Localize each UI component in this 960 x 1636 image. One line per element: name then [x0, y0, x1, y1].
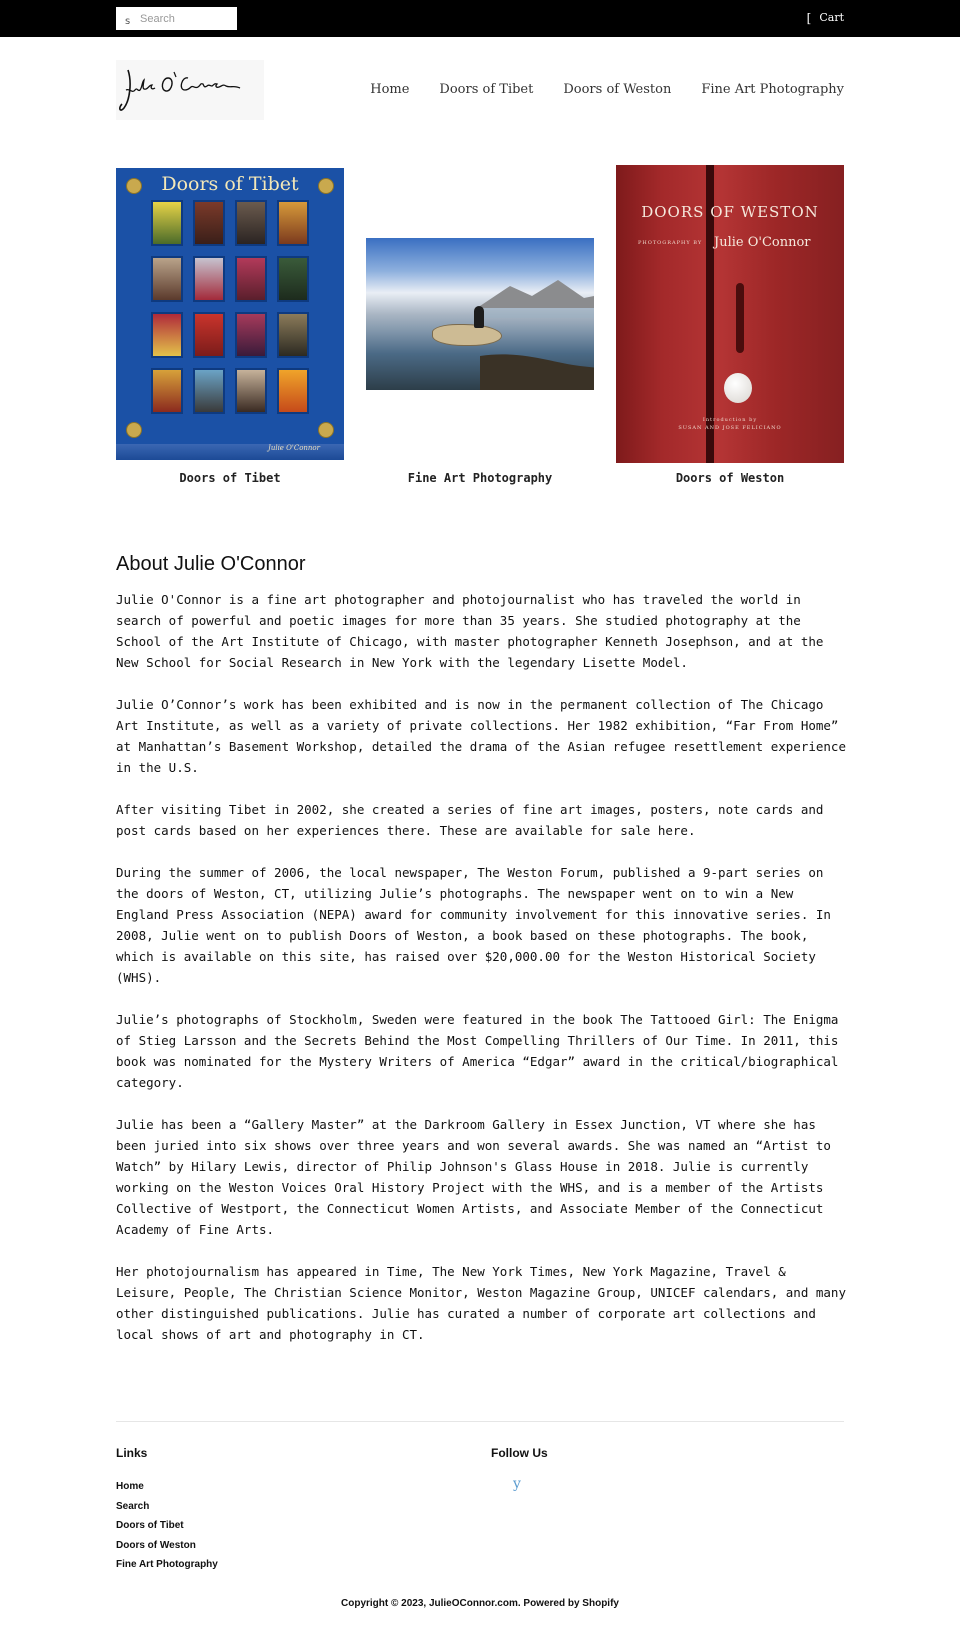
- about-title: About Julie O'Connor: [116, 553, 306, 575]
- boatman-figure: [474, 306, 484, 328]
- collection-doors-of-tibet[interactable]: [116, 166, 344, 490]
- door-tile: [277, 200, 309, 246]
- door-tile: [151, 312, 183, 358]
- coin-ornament: [318, 422, 334, 438]
- fine-art-photography-image: [366, 238, 594, 390]
- copyright: Copyright © 2023, JulieOConnor.com. Powered by Shopify: [341, 1598, 619, 1609]
- about-paragraph: After visiting Tibet in 2002, she created a series of fine art images, posters, note cards and post cards based on her experiences there. These are available for sale here.: [116, 802, 824, 838]
- footer-divider: [116, 1421, 844, 1422]
- footer-link-fine-art-photography[interactable]: Fine Art Photography: [116, 1559, 218, 1570]
- footer-links-heading: Links: [116, 1446, 148, 1460]
- door-tile: [235, 256, 267, 302]
- door-tile: [235, 368, 267, 414]
- caption-doors-of-tibet: Doors of Tibet: [179, 471, 281, 485]
- cart-icon: [: [806, 10, 812, 25]
- caption-fine-art-photography: Fine Art Photography: [407, 471, 553, 485]
- door-tile: [151, 256, 183, 302]
- search-box[interactable]: [116, 7, 237, 30]
- door-tile: [193, 256, 225, 302]
- door-tile: [277, 368, 309, 414]
- cart-label: Cart: [819, 11, 844, 24]
- footer-link-search[interactable]: Search: [116, 1500, 150, 1512]
- mountain-lake-scene: [480, 238, 594, 390]
- site-logo[interactable]: [116, 60, 264, 120]
- coin-ornament: [318, 178, 334, 194]
- about-paragraph: Her photojournalism has appeared in Time, The New York Times, New York Magazine, Travel & Leisure, People, The Christian Science Monitor, Weston Magazine Group, UNICEF calendars, and many other distinguished publications. Julie has curated a number of corporate art collections and local shows of art and photography in CT.: [116, 1264, 846, 1342]
- nav-home[interactable]: Home: [370, 82, 410, 97]
- about-paragraph: Julie O’Connor’s work has been exhibited and is now in the permanent collection of The Chicago Art Institute, as well as a variety of private collections. Her 1982 exhibition, “Far From Home” at Manhattan’s Basement Workshop, detailed the drama of the Asian refugee resettlement experience in the U.S.: [116, 697, 846, 775]
- about-body: [116, 589, 852, 1366]
- about-paragraph: Julie O'Connor is a fine art photographer and photojournalist who has traveled the world in search of powerful and poetic images for more than 35 years. She studied photography at the School of the Art Institute of Chicago, with master photographer Kenneth Josephson, and at the New School for Social Research in New York with the legendary Lisette Model.: [116, 592, 824, 670]
- door-tile: [193, 312, 225, 358]
- door-tile: [151, 368, 183, 414]
- about-paragraph: During the summer of 2006, the local newspaper, The Weston Forum, published a 9-part series on the doors of Weston, CT, utilizing Julie’s photographs. The newspaper went on to win a New England Press Association (NEPA) award for community involvement for this innovative series. In 2008, Julie went on to publish Doors of Weston, a book based on these photographs. The book, which is available on this site, has raised over $20,000.00 for the Weston Historical Society (WHS).: [116, 865, 831, 985]
- door-tile: [151, 200, 183, 246]
- doors-of-weston-image: [616, 165, 844, 463]
- door-tile: [277, 312, 309, 358]
- collection-doors-of-weston[interactable]: [616, 166, 844, 490]
- cart-link[interactable]: [807, 11, 844, 24]
- footer-link-home[interactable]: Home: [116, 1481, 144, 1492]
- list-item: [116, 1535, 218, 1555]
- door-handle: [736, 283, 744, 353]
- weston-cover-intro: [616, 415, 844, 431]
- caption-doors-of-weston: Doors of Weston: [675, 471, 785, 485]
- list-item: [116, 1476, 218, 1496]
- main-nav: [370, 82, 844, 97]
- search-input[interactable]: [140, 10, 232, 27]
- about-paragraph: Julie has been a “Gallery Master” at the Darkroom Gallery in Essex Junction, VT where she has been juried into six shows over three years and won several awards. She was named an “Artist to Watch” by Hilary Lewis, director of Philip Johnson's Glass House in 2018. Julie is currently working on the Weston Voices Oral History Project with the WHS, and is a member of the Artists Collective of Westport, the Connecticut Women Artists, and Associate Member of the Connecticut Academy of Fine Arts.: [116, 1117, 831, 1237]
- door-tile: [235, 200, 267, 246]
- social-icon[interactable]: y: [513, 1476, 521, 1492]
- weston-cover-intro-line2: SUSAN AND JOSE FELICIANO: [678, 425, 782, 431]
- weston-cover-title: DOORS OF WESTON: [641, 203, 819, 221]
- coin-ornament: [126, 422, 142, 438]
- coin-ornament: [126, 178, 142, 194]
- door-tile: [193, 368, 225, 414]
- search-icon: s: [125, 16, 131, 27]
- nav-fine-art-photography[interactable]: Fine Art Photography: [701, 82, 844, 97]
- weston-cover-intro-line1: Introduction by: [702, 417, 758, 423]
- door-knob: [724, 373, 752, 403]
- list-item: [116, 1496, 218, 1516]
- weston-cover-author: Julie O'Connor: [714, 235, 811, 250]
- footer-follow-heading: Follow Us: [491, 1446, 548, 1460]
- nav-doors-of-weston[interactable]: Doors of Weston: [563, 82, 672, 97]
- doors-of-tibet-image: [116, 168, 344, 460]
- tibet-cover-signature: Julie O'Connor: [268, 444, 320, 452]
- door-tile: [235, 312, 267, 358]
- door-tile: [277, 256, 309, 302]
- top-bar: [0, 0, 960, 37]
- footer-link-doors-of-weston[interactable]: Doors of Weston: [116, 1539, 196, 1551]
- collection-fine-art-photography[interactable]: [366, 166, 594, 490]
- weston-cover-photography: PHOTOGRAPHY BY: [638, 240, 703, 246]
- tibet-cover-title: Doors of Tibet: [161, 173, 299, 195]
- list-item: [116, 1515, 218, 1535]
- door-tile: [193, 200, 225, 246]
- footer-link-doors-of-tibet[interactable]: Doors of Tibet: [116, 1520, 184, 1531]
- logo-signature: [116, 60, 264, 120]
- about-paragraph: Julie’s photographs of Stockholm, Sweden were featured in the book The Tattooed Girl: The Enigma of Stieg Larsson and the Secrets Behind the Most Compelling Thrillers of Our Time. In 2011, this book was nominated for the Mystery Writers of America “Edgar” award in the critical/biographical category.: [116, 1012, 839, 1090]
- door-grid: [151, 200, 309, 414]
- list-item: [116, 1554, 218, 1574]
- raft: [432, 324, 502, 346]
- nav-doors-of-tibet[interactable]: Doors of Tibet: [439, 82, 534, 97]
- footer-links: [116, 1476, 218, 1574]
